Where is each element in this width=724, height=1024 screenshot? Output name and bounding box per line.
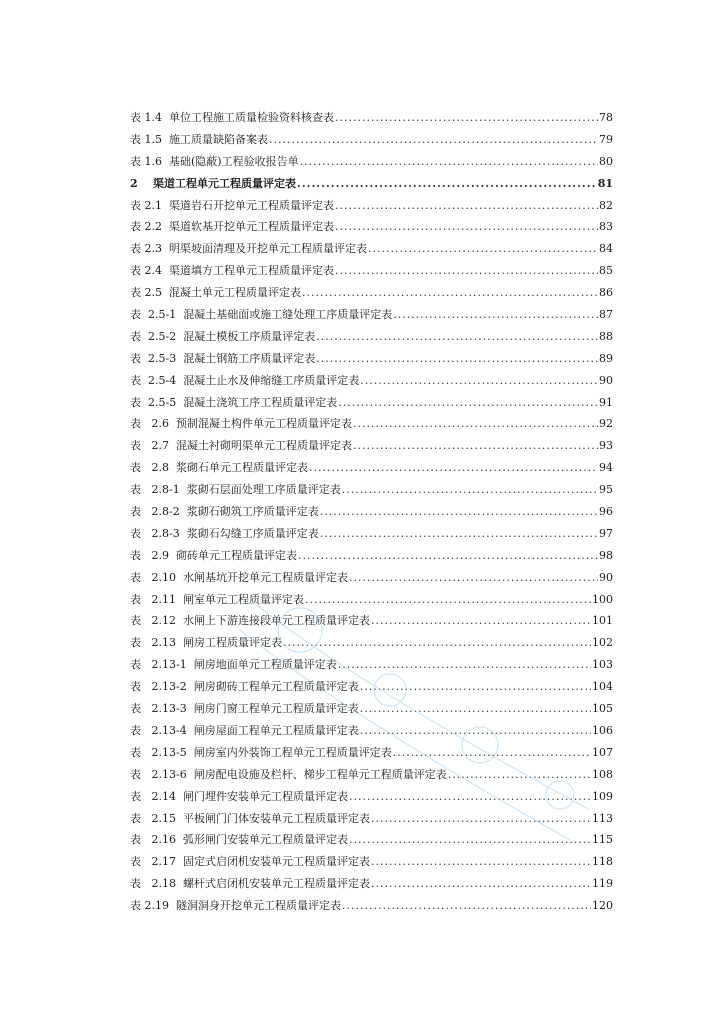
toc-entry[interactable] (130, 348, 613, 370)
toc-dot-leader (349, 829, 591, 851)
toc-entry-page-number: 78 (599, 111, 613, 124)
toc-entry-page-number: 79 (599, 132, 613, 146)
toc-entry-page-number: 97 (599, 526, 613, 540)
toc-entry-page-number: 113 (592, 811, 613, 825)
toc-entry-title: 表 2.1 渠道岩石开挖单元工程质量评定表 (130, 198, 334, 212)
toc-dot-leader (335, 107, 598, 129)
toc-entry[interactable] (130, 479, 613, 501)
toc-dot-leader (349, 567, 598, 589)
toc-entry-title: 表 2.6 预制混凝土构件单元工程质量评定表 (130, 417, 352, 431)
toc-entry-title: 表 2.8 浆砌石单元工程质量评定表 (130, 461, 308, 475)
toc-entry[interactable] (130, 786, 613, 808)
toc-entry-page-number: 85 (599, 264, 613, 278)
toc-dot-leader (353, 413, 598, 435)
toc-entry-title: 表 2.9 砌砖单元工程质量评定表 (130, 548, 297, 562)
toc-entry-page-number: 94 (599, 461, 613, 475)
toc-entry-title: 表 2.8-2 浆砌石砌筑工序质量评定表 (130, 505, 319, 519)
toc-dot-leader (448, 764, 591, 786)
toc-entry[interactable] (130, 764, 613, 786)
toc-dot-leader (360, 698, 591, 720)
toc-entry[interactable] (130, 610, 613, 632)
toc-dot-leader (342, 895, 591, 917)
toc-entry-page-number: 92 (599, 417, 613, 431)
toc-entry[interactable] (130, 260, 613, 282)
toc-entry-title: 表 2.8-3 浆砌石勾缝工序质量评定表 (130, 526, 319, 540)
toc-dot-leader (371, 808, 591, 830)
toc-entry-title: 表 2.4 渠道填方工程单元工程质量评定表 (130, 264, 334, 278)
toc-entry-title: 表 2.5-2 混凝土模板工序质量评定表 (130, 329, 316, 343)
toc-entry[interactable] (130, 808, 613, 830)
toc-entry-title: 表 2.13-6 闸房配电设施及栏杆、梯步工程单元工程质量评定表 (130, 767, 447, 781)
toc-entry-page-number: 86 (599, 286, 613, 300)
toc-dot-leader (283, 632, 591, 654)
toc-entry-title: 表 2.2 渠道软基开挖单元工程质量评定表 (130, 220, 334, 234)
toc-entry-page-number: 80 (599, 154, 613, 168)
toc-dot-leader (342, 479, 598, 501)
toc-entry-title: 表 2.10 水闸基坑开挖单元工程质量评定表 (130, 570, 348, 584)
toc-entry-page-number: 120 (592, 899, 613, 913)
toc-entry-title: 表 2.13-5 闸房室内外装饰工程单元工程质量评定表 (130, 745, 392, 759)
toc-dot-leader (349, 786, 591, 808)
toc-entry-page-number: 95 (599, 483, 613, 497)
toc-entry[interactable] (130, 523, 613, 545)
toc-entry[interactable] (130, 567, 613, 589)
toc-dot-leader (360, 720, 591, 742)
toc-dot-leader (335, 195, 598, 217)
toc-entry-page-number: 104 (592, 680, 613, 694)
toc-dot-leader (338, 654, 591, 676)
toc-entry[interactable] (130, 370, 613, 392)
toc-entry-title: 表 1.5 施工质量缺陷备案表 (130, 132, 268, 146)
toc-entry[interactable] (130, 216, 613, 238)
toc-dot-leader (335, 216, 598, 238)
toc-dot-leader (297, 173, 597, 195)
toc-entry-title: 表 2.19 隧洞洞身开挖单元工程质量评定表 (130, 899, 341, 913)
toc-entry-page-number: 106 (592, 723, 613, 737)
toc-dot-leader (393, 304, 598, 326)
toc-entry[interactable] (130, 282, 613, 304)
toc-entry-page-number: 87 (599, 308, 613, 322)
toc-entry-page-number: 93 (599, 439, 613, 453)
toc-entry[interactable] (130, 304, 613, 326)
toc-entry-title: 表 2.18 螺杆式启闭机安装单元工程质量评定表 (130, 877, 370, 891)
toc-dot-leader (302, 282, 598, 304)
toc-entry-page-number: 90 (599, 373, 613, 387)
toc-entry[interactable] (130, 151, 613, 173)
toc-entry[interactable] (130, 654, 613, 676)
toc-entry-page-number: 88 (599, 329, 613, 343)
toc-dot-leader (316, 326, 598, 348)
toc-entry-title: 表 2.5 混凝土单元工程质量评定表 (130, 286, 301, 300)
toc-entry-page-number: 84 (599, 242, 613, 256)
toc-entry-title: 表 2.13-3 闸房门窗工程单元工程质量评定表 (130, 702, 359, 716)
toc-entry[interactable] (130, 195, 613, 217)
toc-entry-page-number: 115 (592, 833, 613, 847)
toc-entry-title: 表 2.17 固定式启闭机安装单元工程质量评定表 (130, 855, 370, 869)
toc-dot-leader (320, 501, 598, 523)
toc-entry-title: 表 2.5-5 混凝土浇筑工序工程质量评定表 (130, 395, 338, 409)
toc-entry[interactable] (130, 895, 613, 917)
toc-entry-page-number: 118 (592, 855, 613, 869)
toc-entry-page-number: 108 (592, 767, 613, 781)
toc-entry-title: 表 2.5-4 混凝土止水及伸缩缝工序质量评定表 (130, 373, 360, 387)
toc-entry[interactable] (130, 238, 613, 260)
toc-entry-page-number: 83 (599, 220, 613, 234)
toc-dot-leader (353, 435, 598, 457)
table-of-contents (130, 107, 613, 917)
toc-entry[interactable] (130, 742, 613, 764)
toc-dot-leader (371, 610, 591, 632)
toc-entry-page-number: 103 (592, 658, 613, 672)
toc-entry-title: 表 2.13 闸房工程质量评定表 (130, 636, 282, 650)
toc-entry-page-number: 90 (599, 570, 613, 584)
toc-entry-title: 表 2.13-4 闸房屋面工程单元工程质量评定表 (130, 723, 359, 737)
toc-entry-page-number: 101 (592, 614, 613, 628)
toc-entry-title: 表 1.6 基础(隐蔽)工程验收报告单 (130, 154, 299, 168)
toc-entry[interactable] (130, 326, 613, 348)
toc-entry-title: 表 2.15 平板闸门门体安装单元工程质量评定表 (130, 811, 370, 825)
toc-entry-title: 表 2.13-2 闸房砌砖工程单元工程质量评定表 (130, 680, 359, 694)
toc-entry-title: 表 2.8-1 浆砌石层面处理工序质量评定表 (130, 483, 341, 497)
toc-entry-title: 表 2.11 闸室单元工程质量评定表 (130, 592, 304, 606)
toc-dot-leader (335, 260, 598, 282)
toc-dot-leader (298, 545, 598, 567)
toc-dot-leader (300, 151, 598, 173)
toc-entry[interactable] (130, 873, 613, 895)
toc-entry[interactable] (130, 501, 613, 523)
toc-dot-leader (338, 392, 598, 414)
toc-entry-page-number: 119 (592, 877, 613, 891)
toc-entry-page-number: 105 (592, 702, 613, 716)
toc-dot-leader (368, 238, 598, 260)
toc-entry[interactable] (130, 129, 613, 151)
toc-dot-leader (393, 742, 591, 764)
toc-entry-page-number: 91 (599, 395, 613, 409)
toc-entry-title: 2 渠道工程单元工程质量评定表 (130, 176, 296, 190)
toc-dot-leader (371, 851, 591, 873)
toc-entry[interactable] (130, 851, 613, 873)
toc-entry[interactable] (130, 676, 613, 698)
toc-dot-leader (269, 129, 598, 151)
toc-entry-page-number: 109 (592, 789, 613, 803)
toc-entry-title: 表 2.16 弧形闸门安装单元工程质量评定表 (130, 833, 348, 847)
toc-entry-title: 表 2.5-3 混凝土钢筋工序质量评定表 (130, 351, 316, 365)
toc-entry-page-number: 98 (599, 548, 613, 562)
toc-dot-leader (309, 457, 598, 479)
toc-entry-page-number: 102 (592, 636, 613, 650)
toc-entry-page-number: 100 (592, 592, 613, 606)
toc-dot-leader (360, 370, 598, 392)
toc-entry-page-number: 96 (599, 505, 613, 519)
toc-entry-page-number: 107 (592, 745, 613, 759)
toc-entry-title: 表 2.7 混凝土衬砌明渠单元工程质量评定表 (130, 439, 352, 453)
toc-entry[interactable] (130, 392, 613, 414)
toc-entry-page-number: 89 (599, 351, 613, 365)
toc-entry-title: 表 1.4 单位工程施工质量检验资料核查表 (130, 111, 334, 124)
toc-entry-title: 表 2.5-1 混凝土基础面或施工缝处理工序质量评定表 (130, 308, 393, 322)
toc-entry-page-number: 82 (599, 198, 613, 212)
toc-entry[interactable] (130, 632, 613, 654)
toc-entry[interactable] (130, 698, 613, 720)
toc-dot-leader (316, 348, 598, 370)
toc-entry-page-number: 81 (597, 176, 613, 190)
toc-entry[interactable] (130, 829, 613, 851)
toc-entry[interactable] (130, 173, 613, 195)
toc-entry-title: 表 2.3 明渠坡面清理及开挖单元工程质量评定表 (130, 242, 367, 256)
toc-entry[interactable] (130, 589, 613, 611)
toc-dot-leader (320, 523, 598, 545)
toc-entry-title: 表 2.12 水闸上下游连接段单元工程质量评定表 (130, 614, 370, 628)
toc-entry[interactable] (130, 545, 613, 567)
toc-entry-title: 表 2.13-1 闸房地面单元工程质量评定表 (130, 658, 337, 672)
toc-entry[interactable] (130, 413, 613, 435)
toc-entry-title: 表 2.14 闸门埋件安装单元工程质量评定表 (130, 789, 348, 803)
toc-dot-leader (360, 676, 591, 698)
toc-entry[interactable] (130, 720, 613, 742)
toc-entry[interactable] (130, 457, 613, 479)
toc-entry[interactable] (130, 435, 613, 457)
toc-dot-leader (371, 873, 591, 895)
toc-dot-leader (305, 589, 591, 611)
toc-entry[interactable] (130, 107, 613, 129)
